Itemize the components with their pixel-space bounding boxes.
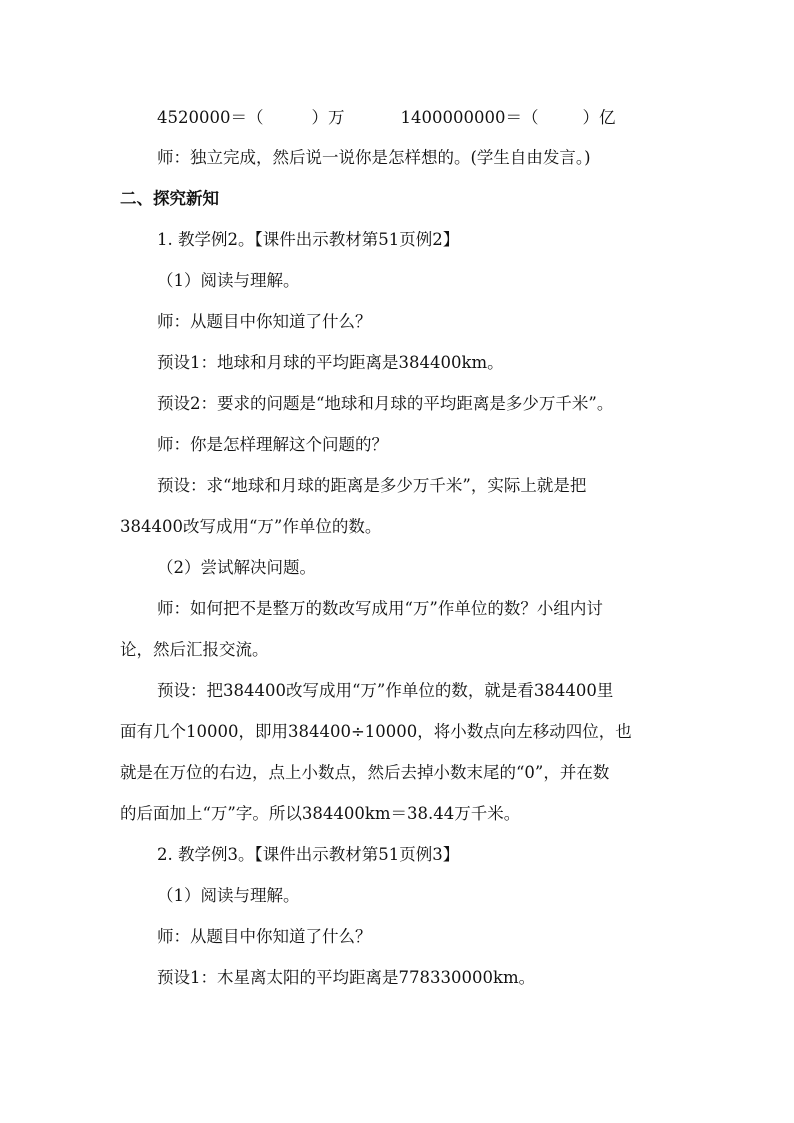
example2-title: 1. 教学例2。【课件出示教材第51页例2】 [157,230,460,249]
blank-unit-wan: ）万 [311,108,345,127]
blank-unit-yi: ）亿 [582,108,616,127]
teacher-line: 师：独立完成，然后说一说你是怎样想的。(学生自由发言。) [157,148,591,167]
example3-step1: （1）阅读与理解。 [157,886,300,905]
example2-teacher-question: 师：从题目中你知道了什么？ [157,312,372,331]
blank-expr-yi: 1400000000＝（ [400,108,539,127]
example2-teacher-question3-line2: 论，然后汇报交流。 [120,640,269,659]
example2-teacher-question3-line1: 师：如何把不是整万的数改写成用“万”作单位的数？小组内讨 [157,599,603,618]
example2-teacher-question2: 师：你是怎样理解这个问题的？ [157,435,388,454]
example3-title: 2. 教学例3。【课件出示教材第51页例3】 [157,845,460,864]
example2-preset3-line2: 384400改写成用“万”作单位的数。 [120,517,382,536]
example2-preset4-line1: 预设：把384400改写成用“万”作单位的数，就是看384400里 [157,681,614,700]
example2-step1: （1）阅读与理解。 [157,271,300,290]
example2-preset1: 预设1：地球和月球的平均距离是384400km。 [157,353,504,372]
example3-preset1: 预设1：木星离太阳的平均距离是778330000km。 [157,968,536,987]
section-heading: 二、探究新知 [120,189,219,208]
blank-expr-wan: 4520000＝（ [157,108,264,127]
fill-in-blank-line [157,106,680,130]
example2-preset4-line4: 的后面加上“万”字。所以384400km＝38.44万千米。 [120,804,521,823]
example3-teacher-question: 师：从题目中你知道了什么？ [157,927,372,946]
example2-preset4-line2: 面有几个10000，即用384400÷10000，将小数点向左移动四位，也 [120,722,632,741]
example2-preset4-line3: 就是在万位的右边，点上小数点，然后去掉小数末尾的“0”，并在数 [120,763,610,782]
example2-preset2: 预设2：要求的问题是“地球和月球的平均距离是多少万千米”。 [157,394,614,413]
example2-preset3-line1: 预设：求“地球和月球的距离是多少万千米”，实际上就是把 [157,476,587,495]
example2-step2: （2）尝试解决问题。 [157,558,316,577]
